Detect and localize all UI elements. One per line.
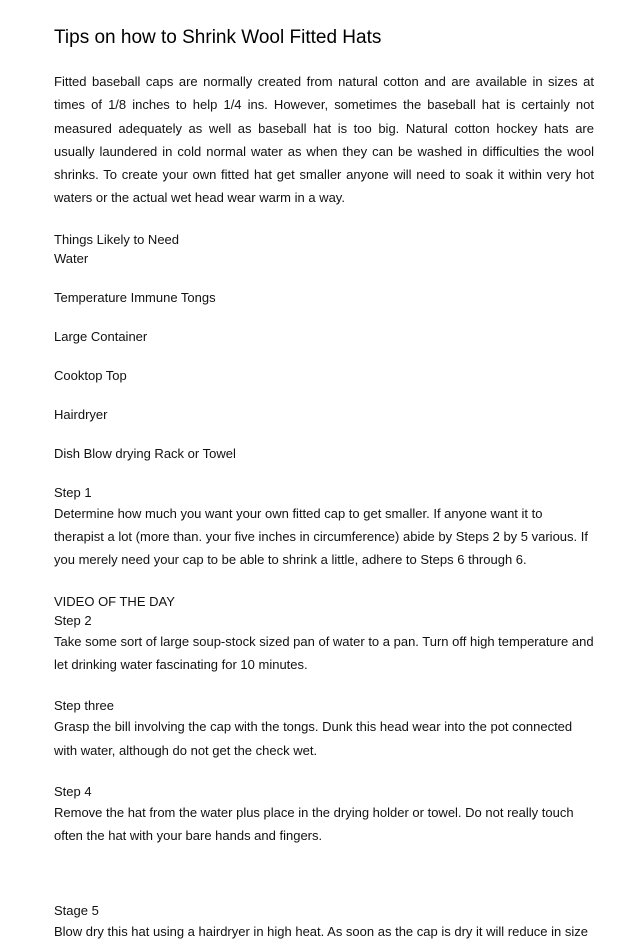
step-label: Step three <box>54 698 114 714</box>
step-text: Grasp the bill involving the cap with the tongs. Dunk this head wear into the pot connected with water, although do not get the check wet. <box>54 719 573 758</box>
supply-item: Hairdryer <box>54 406 108 422</box>
supply-item: Large Container <box>54 328 148 344</box>
step-text: Remove the hat from the water plus place in the drying holder or towel. Do not really touch often the hat with your bare hands and fingers. <box>54 804 574 844</box>
step-section <box>54 901 594 943</box>
step-label: Stage 5 <box>54 903 99 919</box>
step-section <box>54 611 594 677</box>
step-section <box>54 696 594 762</box>
step-section <box>54 782 594 848</box>
supply-item: Dish Blow drying Rack or Towel <box>54 445 236 461</box>
step-section <box>54 483 594 572</box>
step-text: Take some sort of large soup-stock sized pan of water to a pan. Turn off high temperature and let drinking water fascinating for 10 minutes. <box>54 633 594 672</box>
step-text: Determine how much you want your own fitted cap to get smaller. If anyone want it to therapist a lot (more than. your five inches in circumference) abide by Steps 2 by 5 various. If you merely need your cap to be able to shrink a little, adhere to Steps 6 through 6. <box>54 505 588 568</box>
intro-paragraph: Fitted baseball caps are normally created from natural cotton and are available in sizes at times of 1/8 inches to help 1/4 ins. However, sometimes the baseball hat is certainly not measured adequately as well as baseball hat is too big. Natural cotton hockey hats are usually laundered in cold normal water as when they can be washed in difficulties the wool shrinks. To create your own fitted hat get smaller anyone will need to soak it within very hot waters or the actual wet head wear warm in a way. <box>54 74 594 206</box>
supply-item: Cooktop Top <box>54 367 127 383</box>
step-label: Step 2 <box>54 612 92 628</box>
supplies-heading: Things Likely to Need <box>54 231 180 247</box>
video-label: VIDEO OF THE DAY <box>54 593 175 609</box>
document-page <box>54 26 594 944</box>
supply-item: Water <box>54 250 89 266</box>
step-text: Blow dry this hat using a hairdryer in high heat. As soon as the cap is dry it will reduce in size <box>54 924 588 940</box>
step-label: Step 4 <box>54 783 92 799</box>
page-title: Tips on how to Shrink Wool Fitted Hats <box>54 27 382 48</box>
step-label: Step 1 <box>54 484 92 500</box>
supply-item: Temperature Immune Tongs <box>54 289 216 305</box>
